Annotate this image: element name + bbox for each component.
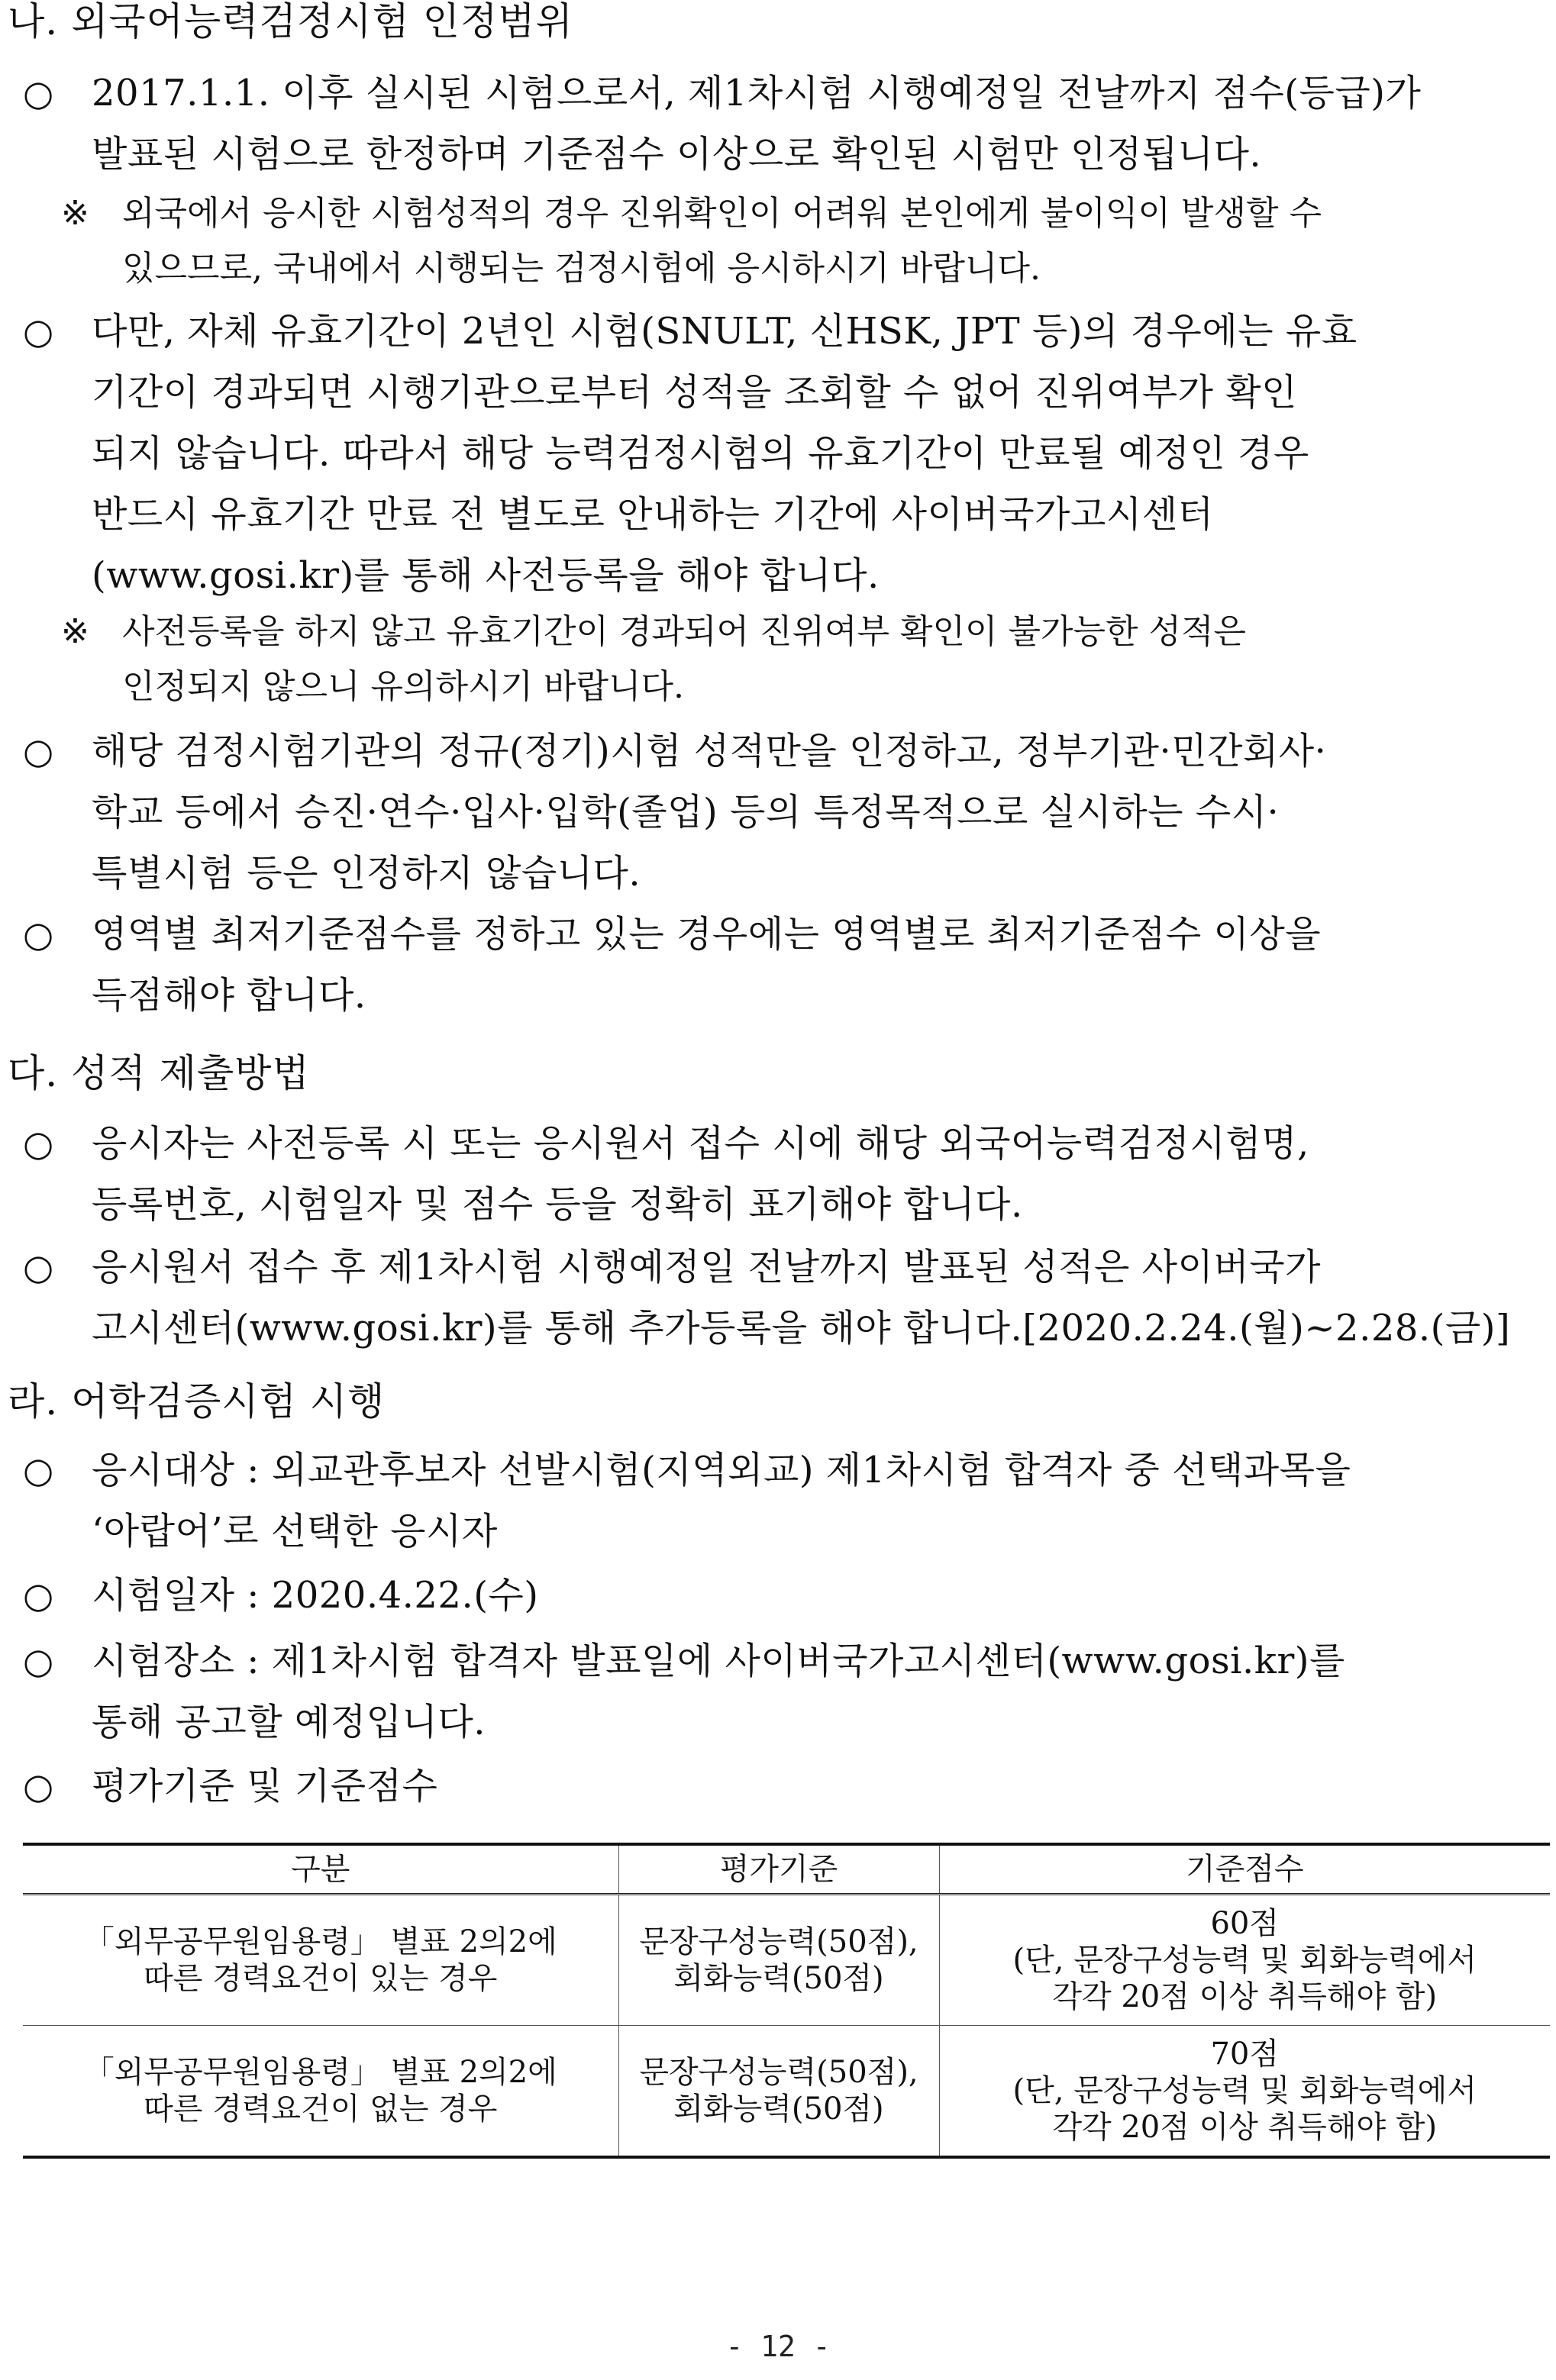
- page-number: - 12 -: [725, 2330, 831, 2363]
- category-cell: [23, 1895, 618, 2026]
- text-line: (www.gosi.kr)를 통해 사전등록을 해야 합니다.: [92, 554, 880, 597]
- cell-line: 「외무공무원임용령」 별표 2의2에: [83, 1924, 557, 1959]
- text-line: 응시자는 사전등록 시 또는 응시원서 접수 시에 해당 외국어능력검정시험명,: [92, 1122, 1309, 1165]
- bullet-item: [23, 721, 1550, 904]
- section-heading-da: 다. 성적 제출방법: [8, 1051, 310, 1095]
- bullet-item: [23, 301, 1550, 606]
- category-cell: [23, 2026, 618, 2158]
- reference-mark-icon: ※: [61, 612, 89, 651]
- cell-line: 회화능력(50점): [673, 2091, 884, 2127]
- text-line: 등록번호, 시험일자 및 점수 등을 정확히 표기해야 합니다.: [92, 1183, 1023, 1226]
- text-line: 학교 등에서 승진·연수·입사·입학(졸업) 등의 특정목적으로 실시하는 수시·: [92, 791, 1280, 834]
- text-line: 통해 공고할 예정입니다.: [92, 1701, 486, 1743]
- circle-bullet-icon: ○: [23, 730, 54, 772]
- text-line: 평가기준 및 기준점수: [92, 1765, 438, 1808]
- text-line: 반드시 유효기간 만료 전 별도로 안내하는 기간에 사이버국가고시센터: [92, 493, 1214, 536]
- cell-line: 문장구성능력(50점),: [639, 2055, 918, 2090]
- text-line: 특별시험 등은 인정하지 않습니다.: [92, 852, 641, 895]
- score-cell: [939, 1895, 1550, 2026]
- circle-bullet-icon: ○: [23, 73, 54, 114]
- reference-mark-icon: ※: [61, 194, 89, 233]
- cell-line: 따른 경력요건이 있는 경우: [144, 1961, 498, 1996]
- table-header-row: [23, 1844, 1550, 1895]
- criteria-cell: [618, 2026, 939, 2158]
- section-heading-na: 나. 외국어능력검정시험 인정범위: [8, 0, 573, 44]
- bullet-item: [23, 904, 1550, 1026]
- cell-line: 각각 20점 이상 취득해야 함): [1052, 2110, 1438, 2145]
- text-line: 기간이 경과되면 시행기관으로부터 성적을 조회할 수 없어 진위여부가 확인: [92, 371, 1297, 414]
- text-line: 시험일자 : 2020.4.22.(수): [92, 1574, 539, 1617]
- text-line: 득점해야 합니다.: [92, 974, 366, 1017]
- text-line: 외국에서 응시한 시험성적의 경우 진위확인이 어려워 본인에게 불이익이 발생할 수: [122, 194, 1322, 233]
- text-line: 해당 검정시험기관의 정규(정기)시험 성적만을 인정하고, 정부기관·민간회사·: [92, 730, 1327, 772]
- table-row: [23, 2026, 1550, 2158]
- cell-line: (단, 문장구성능력 및 회화능력에서: [1012, 1943, 1477, 1978]
- cell-line: 60점: [1210, 1906, 1280, 1941]
- bullet-item: [23, 1630, 1550, 1753]
- circle-bullet-icon: ○: [23, 1575, 54, 1616]
- text-line: 인정되지 않으니 유의하시기 바랍니다.: [122, 667, 685, 706]
- table-row: [23, 1895, 1550, 2026]
- circle-bullet-icon: ○: [23, 1640, 54, 1682]
- column-header: 기준점수: [939, 1844, 1550, 1895]
- bullet-item: [23, 1565, 1550, 1626]
- text-line: 2017.1.1. 이후 실시된 시험으로서, 제1차시험 시행예정일 전날까지 점수(등급)가: [92, 72, 1422, 114]
- text-line: 되지 않습니다. 따라서 해당 능력검정시험의 유효기간이 만료될 예정인 경우: [92, 432, 1309, 475]
- text-line: 사전등록을 하지 않고 유효기간이 경과되어 진위여부 확인이 불가능한 성적은: [122, 612, 1247, 651]
- score-cell: [939, 2026, 1550, 2158]
- bullet-item: [23, 1440, 1550, 1562]
- text-line: 다만, 자체 유효기간이 2년인 시험(SNULT, 신HSK, JPT 등)의 경우에는 유효: [92, 310, 1357, 353]
- cell-line: 회화능력(50점): [673, 1961, 884, 1996]
- bullet-item: [23, 1113, 1550, 1235]
- note-item: [61, 186, 1550, 296]
- text-line: 응시대상 : 외교관후보자 선발시험(지역외교) 제1차시험 합격자 중 선택과목을: [92, 1449, 1351, 1492]
- circle-bullet-icon: ○: [23, 1766, 54, 1807]
- cell-line: (단, 문장구성능력 및 회화능력에서: [1012, 2073, 1477, 2108]
- text-line: ‘아랍어’로 선택한 응시자: [92, 1510, 498, 1553]
- bullet-item: [23, 1756, 1550, 1817]
- cell-line: 각각 20점 이상 취득해야 함): [1052, 1979, 1438, 2014]
- bullet-item: [23, 1237, 1550, 1359]
- column-header: 구분: [23, 1844, 618, 1895]
- cell-line: 「외무공무원임용령」 별표 2의2에: [83, 2055, 557, 2090]
- text-line: 영역별 최저기준점수를 정하고 있는 경우에는 영역별로 최저기준점수 이상을: [92, 913, 1322, 956]
- text-line: 있으므로, 국내에서 시행되는 검정시험에 응시하시기 바랍니다.: [122, 249, 1041, 288]
- cell-line: 따른 경력요건이 없는 경우: [144, 2091, 498, 2127]
- cell-line: 70점: [1210, 2037, 1280, 2072]
- note-item: [61, 605, 1550, 714]
- circle-bullet-icon: ○: [23, 914, 54, 955]
- section-heading-ra: 라. 어학검증시험 시행: [8, 1379, 386, 1424]
- circle-bullet-icon: ○: [23, 1450, 54, 1491]
- criteria-cell: [618, 1895, 939, 2026]
- text-line: 발표된 시험으로 한정하며 기준점수 이상으로 확인된 시험만 인정됩니다.: [92, 133, 1262, 176]
- circle-bullet-icon: ○: [23, 1123, 54, 1164]
- cell-line: 문장구성능력(50점),: [639, 1924, 918, 1959]
- text-line: 고시센터(www.gosi.kr)를 통해 추가등록을 해야 합니다.[2020.2.24.(월)~2.28.(금)]: [92, 1307, 1511, 1350]
- circle-bullet-icon: ○: [23, 1246, 54, 1288]
- text-line: 응시원서 접수 후 제1차시험 시행예정일 전날까지 발표된 성적은 사이버국가: [92, 1246, 1322, 1288]
- circle-bullet-icon: ○: [23, 311, 54, 352]
- column-header: 평가기준: [618, 1844, 939, 1895]
- bullet-item: [23, 63, 1550, 185]
- text-line: 시험장소 : 제1차시험 합격자 발표일에 사이버국가고시센터(www.gosi.kr)를: [92, 1640, 1345, 1682]
- evaluation-criteria-table: [23, 1843, 1550, 2159]
